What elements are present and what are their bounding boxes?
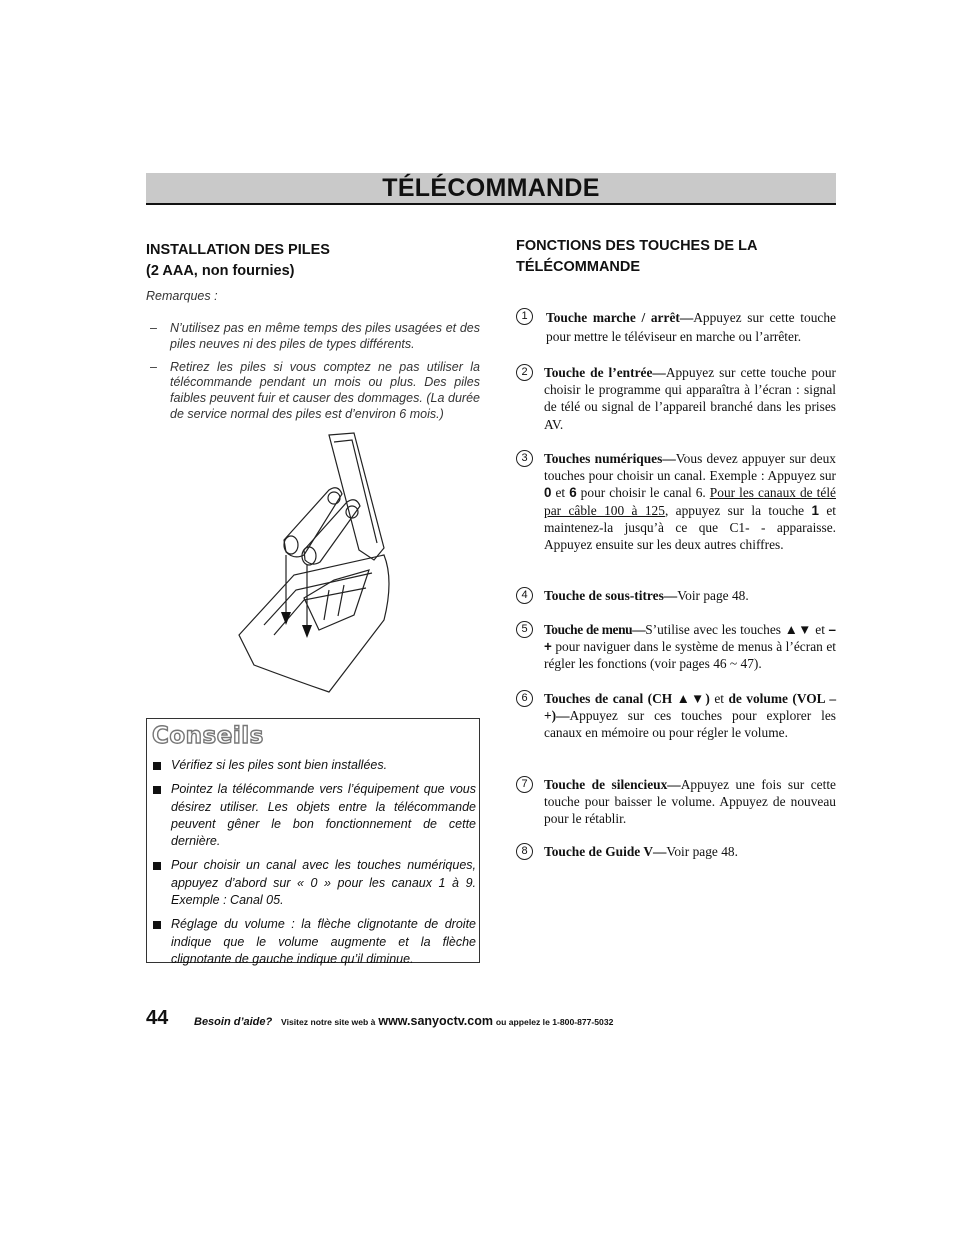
tip-item <box>153 781 476 850</box>
battery-heading-line2: (2 AAA, non fournies) <box>146 263 295 279</box>
number-2-marker: 2 <box>516 364 533 381</box>
square-bullet-icon <box>153 762 161 770</box>
function-description: Vous devez appuyer sur deux touches pour choisir un canal. Exemple : Appuyez sur <box>544 451 836 484</box>
function-text <box>544 450 836 553</box>
function-text <box>544 776 836 828</box>
remark-item <box>146 321 480 353</box>
tip-item <box>153 757 476 774</box>
function-description: Appuyez sur cette touche pour choisir le programme qui apparaîtra à l’écran : signal de télé ou signal de l’appareil branché dans les prises AV. <box>544 365 836 432</box>
title-bar <box>146 173 836 205</box>
functions-heading-line2: TÉLÉCOMMANDE <box>516 259 641 275</box>
function-label: Touche de menu— <box>544 622 646 637</box>
function-description: Appuyez sur ces touches pour explorer les canaux en mémoire ou pour régler le volume. <box>544 708 836 741</box>
function-label: Touche de l’entrée— <box>544 365 666 380</box>
function-text <box>544 364 836 433</box>
functions-heading-line1: FONCTIONS DES TOUCHES DE LA <box>516 238 758 254</box>
function-description: et <box>811 622 829 637</box>
function-description: Voir page 48. <box>666 844 738 859</box>
cable-channels-note: Pour les canaux de télé par câble 100 à 125 <box>544 485 836 518</box>
help-line <box>194 1014 613 1028</box>
battery-section <box>146 240 480 430</box>
number-4-marker: 4 <box>516 587 533 604</box>
number-7-marker: 7 <box>516 776 533 793</box>
help-question: Besoin d’aide? <box>194 1016 273 1028</box>
page-title: TÉLÉCOMMANDE <box>382 174 600 202</box>
up-down-arrows-icon: ▲▼ <box>676 691 706 706</box>
function-description: , appuyez sur la touche <box>664 502 812 518</box>
function-text <box>544 621 836 673</box>
remarks-label: Remarques : <box>146 289 218 303</box>
function-label: Touche marche / arrêt— <box>546 310 694 325</box>
square-bullet-icon <box>153 786 161 794</box>
up-down-arrows-icon: ▲▼ <box>784 622 812 637</box>
remark-text: Retirez les piles si vous comptez ne pas utiliser la télécommande pendant un mois ou plus. Des piles faibles peuvent fuir et causer des dommages. (La durée de service normal des piles est d’environ 6 mois.) <box>170 359 480 421</box>
minus-plus-keys: – + <box>544 622 836 655</box>
number-1-marker: 1 <box>516 308 533 325</box>
page-number: 44 <box>146 1007 169 1029</box>
tips-box <box>146 718 480 966</box>
tip-text: Pointez la télécommande vers l’équipement que vous désirez utiliser. Les objets entre la télécommande peuvent gêner le bon fonctionnement de cette dernière. <box>171 782 476 849</box>
square-bullet-icon <box>153 921 161 929</box>
phone-text: ou appelez le 1-800-877-5032 <box>495 1017 614 1027</box>
function-label: Touches de canal (CH <box>544 691 677 706</box>
battery-installation-illustration <box>234 430 394 698</box>
remark-text: N’utilisez pas en même temps des piles usagées et des piles neuves ni des piles de types différents. <box>170 321 480 351</box>
tip-text: Pour choisir un canal avec les touches numériques, appuyez d’abord sur « 0 » pour les canaux 1 à 9. Exemple : Canal 05. <box>171 858 476 908</box>
tips-list <box>153 757 476 975</box>
key-6: 6 <box>569 485 577 501</box>
key-0: 0 <box>544 485 552 501</box>
function-description: pour choisir le canal 6. <box>576 485 710 501</box>
tips-title: Conseils <box>152 723 264 749</box>
function-text <box>544 843 836 860</box>
function-text <box>546 308 836 346</box>
functions-section <box>516 236 837 859</box>
square-bullet-icon <box>153 862 161 870</box>
battery-heading-line1: INSTALLATION DES PILES <box>146 242 330 258</box>
tip-text: Réglage du volume : la flèche clignotante de droite indique que le volume augmente et la flèche clignotante de gauche indique qu’il diminue. <box>171 917 476 966</box>
function-description: Appuyez sur cette touche pour mettre le téléviseur en marche ou l’arrêter. <box>546 310 837 344</box>
remark-item <box>146 360 480 423</box>
function-label: Touches numériques— <box>544 451 676 466</box>
tip-item <box>153 857 476 909</box>
number-5-marker: 5 <box>516 621 533 638</box>
function-label: Touche de sous-titres— <box>544 588 678 603</box>
function-description: Appuyez une fois sur cette touche pour baisser le volume. Appuyez de nouveau pour le rétablir. <box>544 777 836 827</box>
function-description: et <box>551 485 570 501</box>
visit-text: Visitez notre site web à <box>281 1017 376 1027</box>
tip-text: Vérifiez si les piles sont bien installées. <box>171 758 388 772</box>
dash-marker: – <box>150 359 157 374</box>
function-text <box>544 690 836 742</box>
function-label: ) <box>705 691 710 706</box>
function-text <box>544 587 836 604</box>
function-label: Touche de silencieux— <box>544 777 681 792</box>
number-6-marker: 6 <box>516 690 533 707</box>
number-8-marker: 8 <box>516 843 533 860</box>
number-3-marker: 3 <box>516 450 533 467</box>
function-description: S’utilise avec les touches <box>645 622 785 637</box>
function-label: Touche de Guide V— <box>544 844 667 859</box>
key-1: 1 <box>811 502 819 518</box>
function-description: et maintenez-la jusqu’à ce que C1- - apparaisse. Appuyez ensuite sur les deux autres chiffres. <box>544 502 836 553</box>
page-footer <box>146 1007 836 1033</box>
function-label: de volume (VOL – +)— <box>544 691 837 724</box>
function-description: Voir page 48. <box>677 588 749 603</box>
function-description: et <box>709 691 729 706</box>
website-link[interactable]: www.sanyoctv.com <box>378 1014 493 1028</box>
function-description: pour naviguer dans le système de menus à l’écran et régler les fonctions (voir pages 46 ~ 47). <box>544 639 836 672</box>
dash-marker: – <box>150 321 157 335</box>
tip-item <box>153 916 476 968</box>
remarks-list <box>146 321 480 423</box>
